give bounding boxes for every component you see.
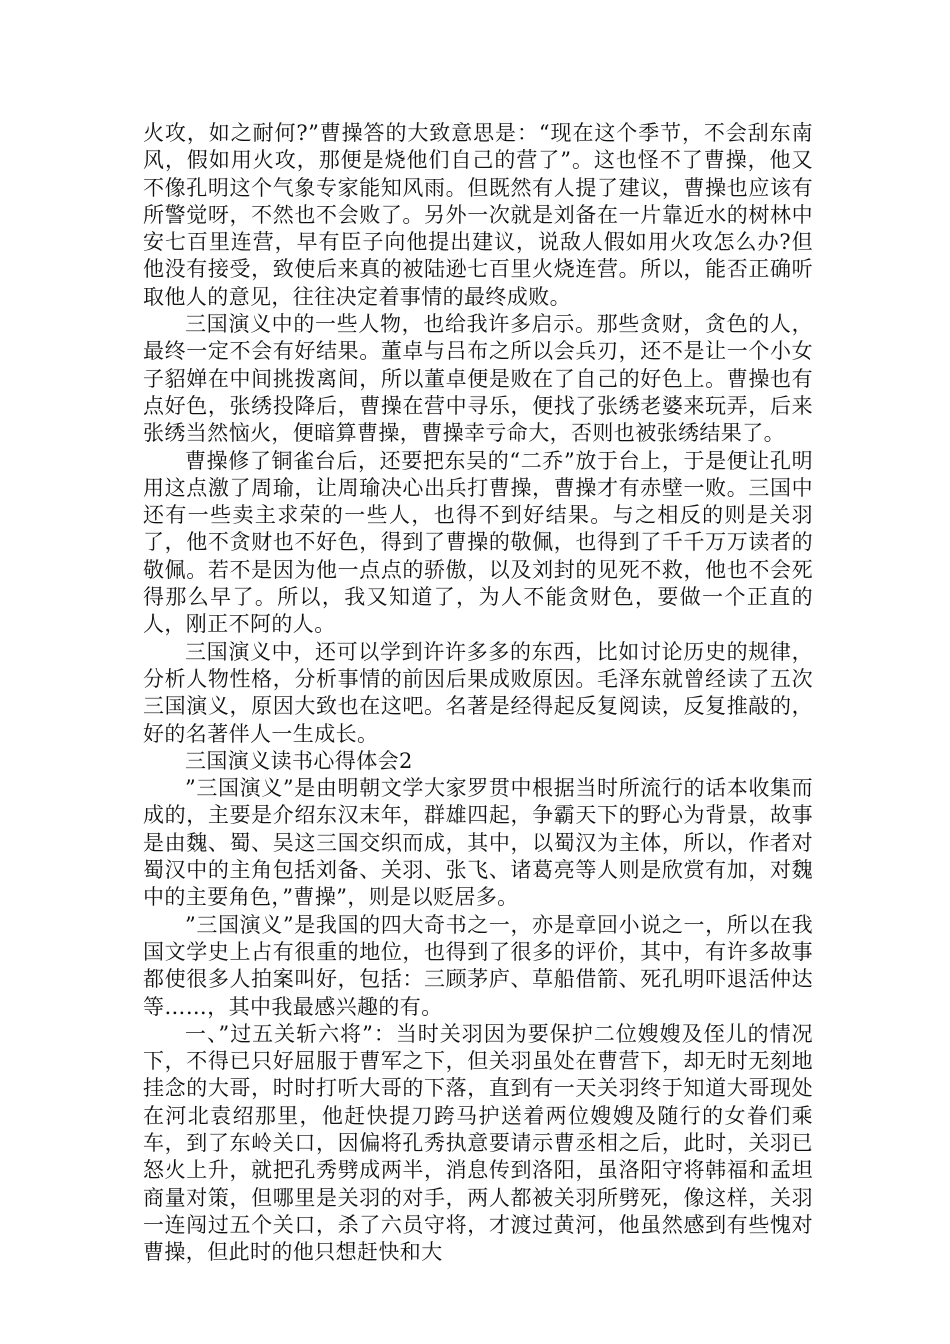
paragraph-four-classics: ”三国演义”是我国的四大奇书之一，亦是章回小说之一，所以在我国文学史上占有很重的地位，也得到了很多的评价，其中，有许多故事都使很多人拍案叫好，包括：三顾茅庐、草船借箭、死孔明吓退活仲达等……，其中我最感兴趣的有。 xyxy=(143,912,813,1019)
paragraph-characters-lesson: 三国演义中的一些人物，也给我许多启示。那些贪财，贪色的人，最终一定不会有好结果。董卓与吕布之所以会兵刃，还不是让一个小女子貂婵在中间挑拨离间，所以董卓便是败在了自己的好色上。曹操也有点好色，张绣投降后，曹操在营中寻乐，便找了张绣老婆来玩弄，后来张绣当然恼火，便暗算曹操，曹操幸亏命大，否则也被张绣结果了。 xyxy=(143,312,813,446)
paragraph-introduction: ”三国演义”是由明朝文学大家罗贯中根据当时所流行的话本收集而成的，主要是介绍东汉末年，群雄四起，争霸天下的野心为背景，故事是由魏、蜀、吴这三国交织而成，其中，以蜀汉为主体，所以，作者对蜀汉中的主角包括刘备、关羽、张飞、诸葛亮等人则是欣赏有加，对魏中的主要角色，”曹操”，则是以贬居多。 xyxy=(143,776,813,910)
paragraph-learning-history: 三国演义中，还可以学到许许多多的东西，比如讨论历史的规律，分析人物性格，分析事情的前因后果成败原因。毛泽东就曾经读了五次三国演义，原因大致也在这吧。名著是经得起反复阅读，反复推敲的，好的名著伴人一生成长。 xyxy=(143,639,813,746)
section-subtitle: 三国演义读书心得体会2 xyxy=(185,748,413,773)
paragraph-continued: 火攻，如之耐何?”曹操答的大致意思是：“现在这个季节，不会刮东南风，假如用火攻，那便是烧他们自己的营了”。这也怪不了曹操，他又不像孔明这个气象专家能知风雨。但既然有人提了建议，曹操也应该有所警觉呀，不然也不会败了。另外一次就是刘备在一片靠近水的树林中安七百里连营，早有臣子向他提出建议，说敌人假如用火攻怎么办?但他没有接受，致使后来真的被陆逊七百里火烧连营。所以，能否正确听取他人的意见，往往决定着事情的最终成败。 xyxy=(143,121,813,309)
document-body xyxy=(143,120,813,1266)
paragraph-five-passes: 一、”过五关斩六将”：当时关羽因为要保护二位嫂嫂及侄儿的情况下，不得已只好屈服于曹军之下，但关羽虽处在曹营下，却无时无刻地挂念的大哥，时时打听大哥的下落，直到有一天关羽终于知道大哥现处在河北袁绍那里，他赶快提刀跨马护送着两位嫂嫂及随行的女眷们乘车，到了东岭关口，因偏将孔秀执意要请示曹丞相之后，此时，关羽已怒火上升，就把孔秀劈成两半，消息传到洛阳，虽洛阳守将韩福和孟坦商量对策，但哪里是关羽的对手，两人都被关羽所劈死，像这样，关羽一连闯过五个关口，杀了六员守将，才渡过黄河，他虽然感到有些愧对曹操，但此时的他只想赶快和大 xyxy=(143,1021,813,1265)
paragraph-bronze-sparrow-terrace: 曹操修了铜雀台后，还要把东吴的“二乔”放于台上，于是便让孔明用这点激了周瑜，让周瑜决心出兵打曹操，曹操才有赤壁一败。三国中还有一些卖主求荣的一些人，也得不到好结果。与之相反的则是关羽了，他不贪财也不好色，得到了曹操的敬佩，也得到了千千万万读者的敬佩。若不是因为他一点点的骄傲，以及刘封的见死不救，他也不会死得那么早了。所以，我又知道了，为人不能贪财色，要做一个正直的人，刚正不阿的人。 xyxy=(143,448,813,637)
